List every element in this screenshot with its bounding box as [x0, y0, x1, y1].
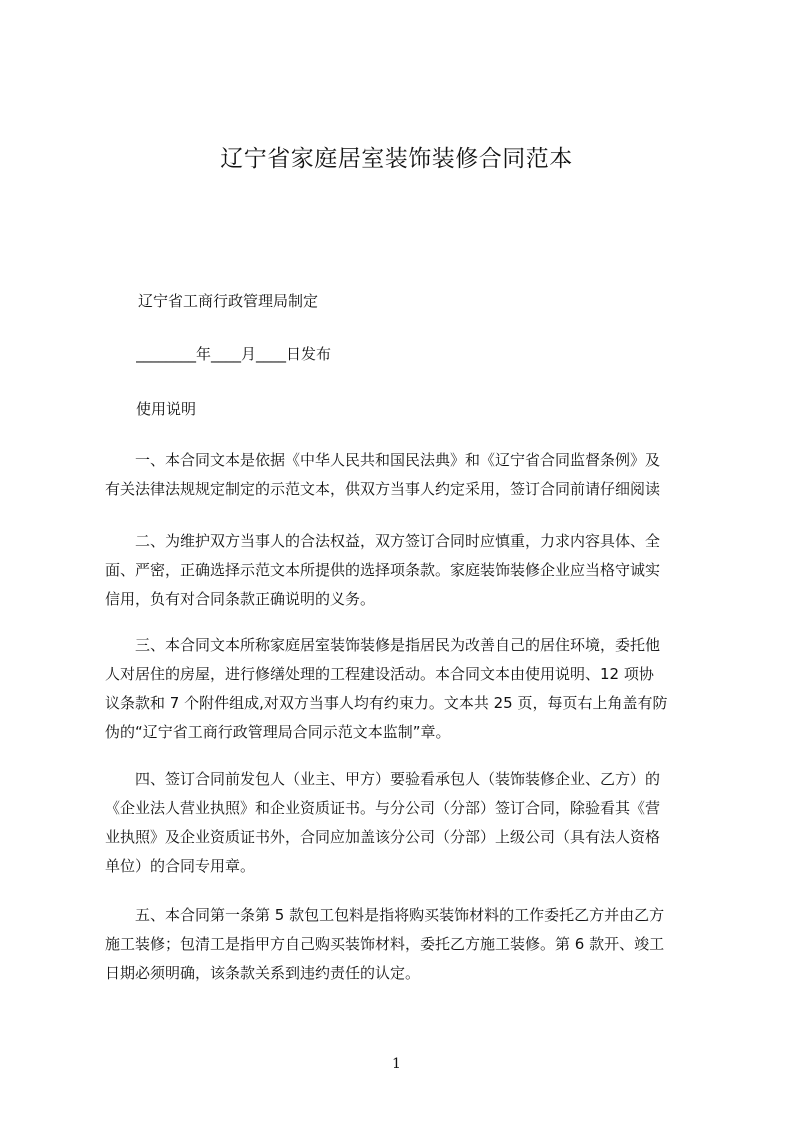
release-date-line: ________年____月____日发布 [136, 345, 332, 363]
paragraph-line: 一、本合同文本是依据《中华人民共和国民法典》和《辽宁省合同监督条例》及 [135, 451, 661, 469]
paragraph-line: 单位）的合同专用章。 [105, 857, 256, 875]
paragraph-line: 有关法律法规规定制定的示范文本，供双方当事人约定采用，签订合同前请仔细阅读 [105, 480, 661, 498]
paragraph-line: 施工装修；包清工是指甲方自己购买装饰材料，委托乙方施工装修。第 6 款开、竣工 [105, 935, 665, 953]
paragraph-5 [105, 901, 699, 988]
paragraph-line: 二、为维护双方当事人的合法权益，双方签订合同时应慎重，力求内容具体、全 [135, 532, 661, 550]
paragraph-line: 信用，负有对合同条款正确说明的义务。 [105, 590, 376, 608]
paragraph-line: 人对居住的房屋，进行修缮处理的工程建设活动。本合同文本由使用说明、12 项协 [105, 665, 654, 683]
paragraph-1 [105, 446, 699, 504]
page-number: 1 [392, 1056, 401, 1072]
paragraph-line: 日期必须明确，该条款关系到违约责任的认定。 [105, 964, 421, 982]
paragraph-line: 伪的“辽宁省工商行政管理局合同示范文本监制”章。 [105, 723, 451, 741]
section-heading: 使用说明 [136, 400, 197, 418]
paragraph-2 [105, 527, 699, 614]
paragraph-line: 三、本合同文本所称家庭居室装饰装修是指居民为改善自己的居住环境，委托他 [135, 636, 661, 654]
paragraph-line: 五、本合同第一条第 5 款包工包料是指将购买装饰材料的工作委托乙方并由乙方 [135, 906, 665, 924]
paragraph-4 [105, 765, 699, 881]
paragraph-line: 面、严密，正确选择示范文本所提供的选择项条款。家庭装饰装修企业应当格守诚实 [105, 561, 661, 579]
paragraph-line: 议条款和 7 个附件组成,对双方当事人均有约束力。文本共 25 页，每页右上角盖有防 [105, 694, 668, 712]
paragraph-line: 业执照》及企业资质证书外，合同应加盖该分公司（分部）上级公司（具有法人资格 [105, 828, 661, 846]
issuer-line: 辽宁省工商行政管理局制定 [138, 292, 319, 310]
document-title: 辽宁省家庭居室装饰装修合同范本 [220, 146, 573, 172]
paragraph-3 [105, 631, 699, 747]
paragraph-line: 《企业法人营业执照》和企业资质证书。与分公司（分部）签订合同，除验看其《营 [105, 799, 661, 817]
paragraph-line: 四、签订合同前发包人（业主、甲方）要验看承包人（装饰装修企业、乙方）的 [135, 770, 661, 788]
